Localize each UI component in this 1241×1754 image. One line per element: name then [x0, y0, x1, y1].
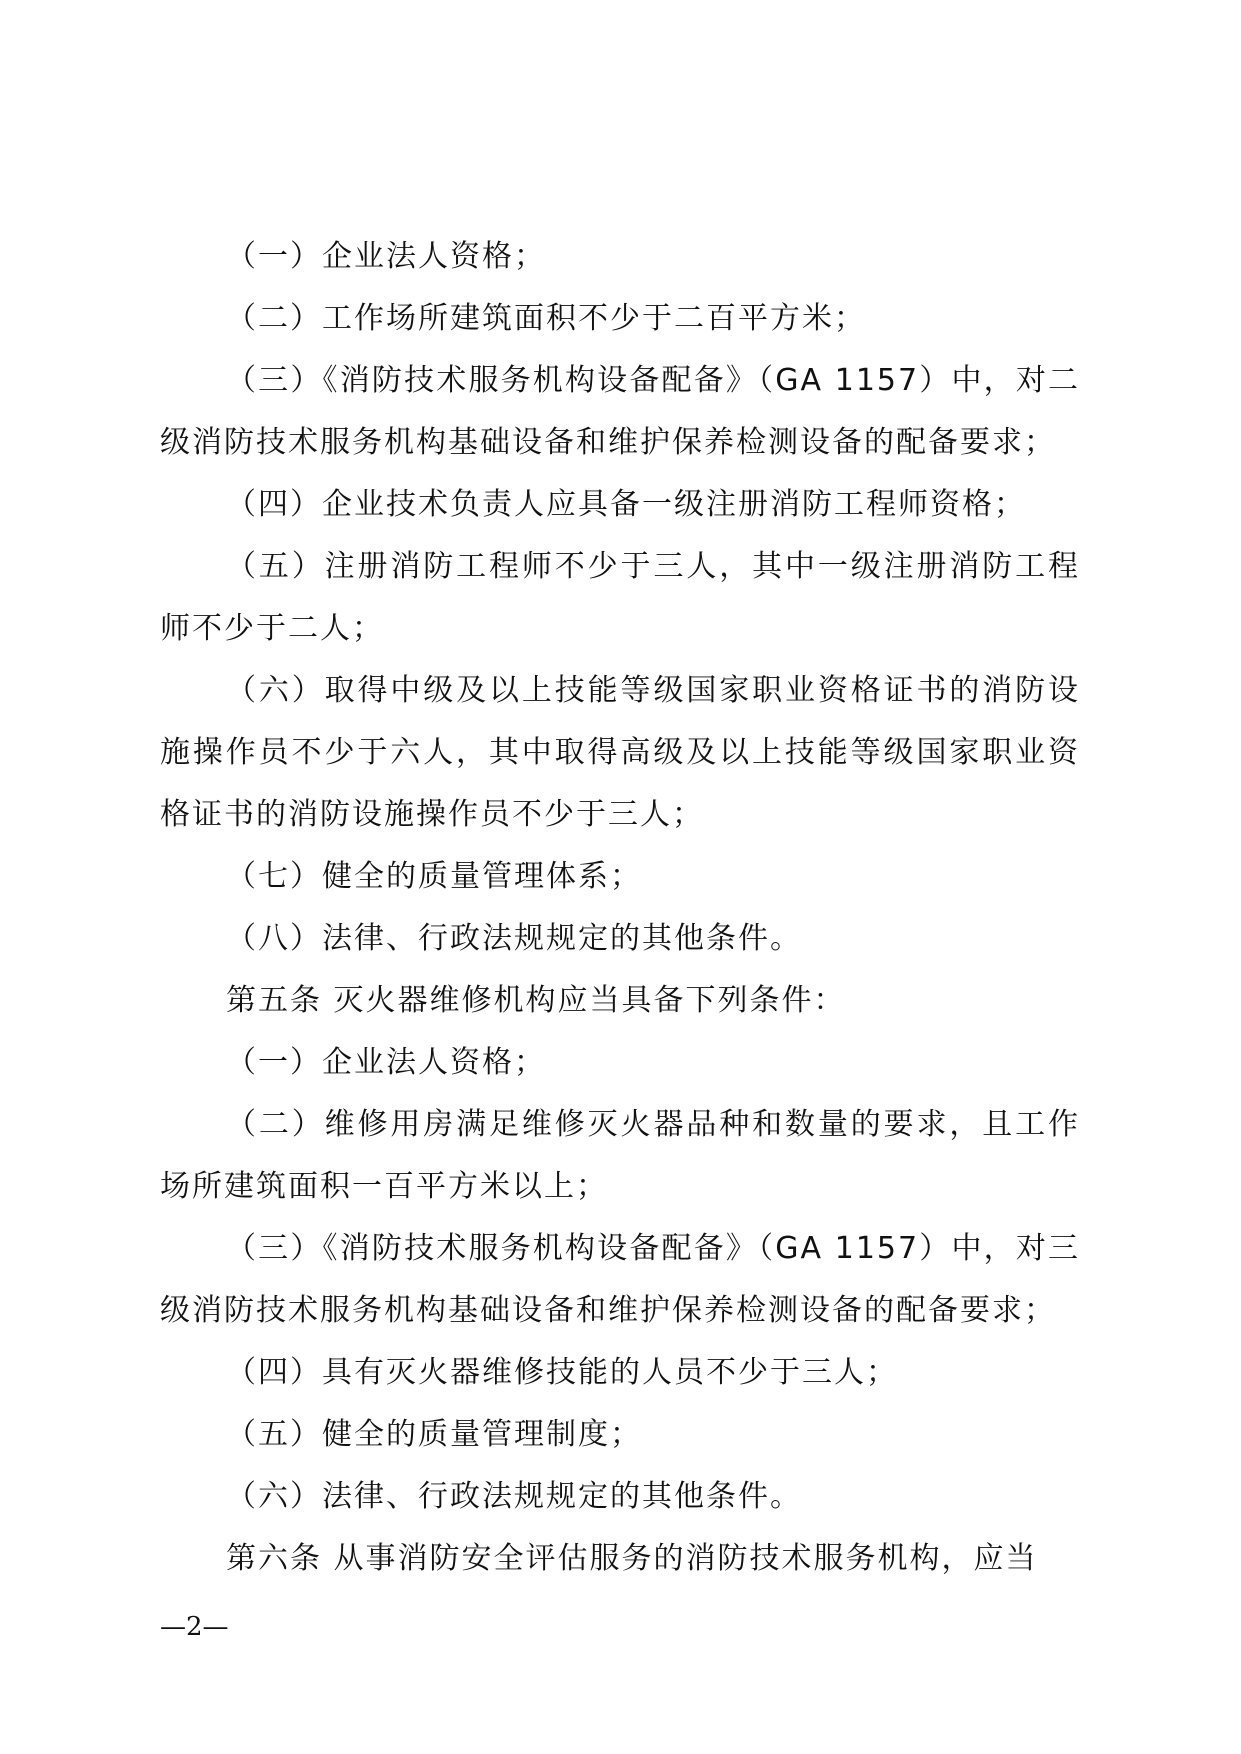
paragraph-3: （三）《消防技术服务机构设备配备》（GA 1157）中，对二级消防技术服务机构基础设备和维护保养检测设备的配备要求；	[160, 363, 1080, 460]
paragraph-8: （八）法律、行政法规规定的其他条件。	[226, 921, 802, 956]
paragraph-15: （六）法律、行政法规规定的其他条件。	[226, 1479, 802, 1514]
paragraph-1: （一）企业法人资格；	[226, 239, 546, 274]
document-body	[160, 226, 1080, 1590]
paragraph-12: （三）《消防技术服务机构设备配备》（GA 1157）中，对三级消防技术服务机构基础设备和维护保养检测设备的配备要求；	[160, 1231, 1080, 1328]
paragraph-6: （六）取得中级及以上技能等级国家职业资格证书的消防设施操作员不少于六人，其中取得高级及以上技能等级国家职业资格证书的消防设施操作员不少于三人；	[160, 673, 1080, 832]
paragraph-10: （一）企业法人资格；	[226, 1045, 546, 1080]
paragraph-13: （四）具有灭火器维修技能的人员不少于三人；	[226, 1355, 898, 1390]
paragraph-5: （五）注册消防工程师不少于三人，其中一级注册消防工程师不少于二人；	[160, 549, 1080, 646]
paragraph-11: （二）维修用房满足维修灭火器品种和数量的要求，且工作场所建筑面积一百平方米以上；	[160, 1107, 1080, 1204]
paragraph-7: （七）健全的质量管理体系；	[226, 859, 642, 894]
article-6-heading: 第六条 从事消防安全评估服务的消防技术服务机构，应当	[226, 1541, 1038, 1576]
paragraph-4: （四）企业技术负责人应具备一级注册消防工程师资格；	[226, 487, 1026, 522]
article-5-heading: 第五条 灭火器维修机构应当具备下列条件：	[226, 983, 846, 1018]
paragraph-2: （二）工作场所建筑面积不少于二百平方米；	[226, 301, 866, 336]
page-number: —2—	[160, 1612, 229, 1642]
paragraph-14: （五）健全的质量管理制度；	[226, 1417, 642, 1452]
